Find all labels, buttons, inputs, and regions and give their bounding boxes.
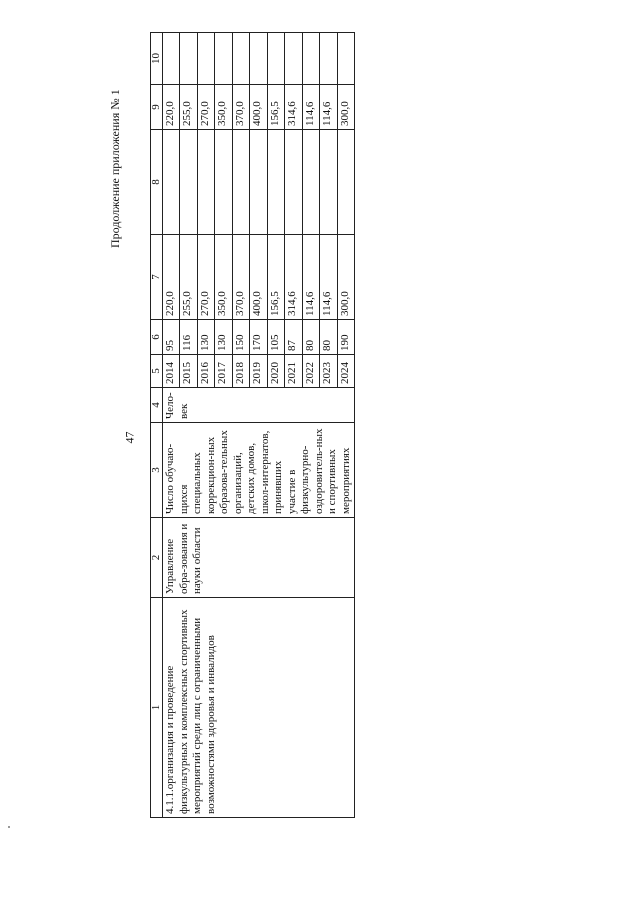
year-cell: 2022 (302, 355, 319, 388)
column-number: 5 (151, 355, 163, 388)
program-table (150, 32, 355, 818)
col6-cell: 114,6 (320, 235, 337, 320)
col6-cell: 370,0 (232, 235, 249, 320)
table-row (163, 33, 180, 818)
col7-cell (267, 130, 284, 235)
col9-cell (302, 33, 319, 85)
col9-cell (337, 33, 354, 85)
col6-cell: 220,0 (163, 235, 180, 320)
year-cell: 2019 (250, 355, 267, 388)
col6-cell: 156,5 (267, 235, 284, 320)
col9-cell (250, 33, 267, 85)
col9-cell (320, 33, 337, 85)
column-number: 7 (151, 235, 163, 320)
column-number-row (151, 33, 163, 818)
value-cell: 80 (320, 320, 337, 355)
year-cell: 2015 (180, 355, 197, 388)
value-cell: 116 (180, 320, 197, 355)
col6-cell: 400,0 (250, 235, 267, 320)
col8-cell: 270,0 (197, 85, 214, 130)
value-cell: 190 (337, 320, 354, 355)
year-cell: 2014 (163, 355, 180, 388)
col8-cell: 255,0 (180, 85, 197, 130)
col6-cell: 350,0 (215, 235, 232, 320)
column-number: 9 (151, 85, 163, 130)
column-number: 2 (151, 518, 163, 598)
col6-cell: 300,0 (337, 235, 354, 320)
appendix-caption: Продолжение приложения № 1 (108, 89, 122, 248)
column-number: 6 (151, 320, 163, 355)
column-number: 4 (151, 388, 163, 423)
col8-cell: 156,5 (267, 85, 284, 130)
col6-cell: 255,0 (180, 235, 197, 320)
col8-cell: 300,0 (337, 85, 354, 130)
value-cell: 170 (250, 320, 267, 355)
indicator-cell: Число обучаю-щихся специальных коррекцион-ных образова-тельных организаций, детских домов, школ-интернатов, принявших участие в физкультурно-оздоровитель-ных и спортивных мероприятиях (163, 423, 355, 518)
value-cell: 150 (232, 320, 249, 355)
value-cell: 87 (285, 320, 302, 355)
col7-cell (180, 130, 197, 235)
year-cell: 2021 (285, 355, 302, 388)
value-cell: 95 (163, 320, 180, 355)
col7-cell (197, 130, 214, 235)
col6-cell: 270,0 (197, 235, 214, 320)
unit-cell: Чело-век (163, 388, 355, 423)
col9-cell (267, 33, 284, 85)
column-number: 10 (151, 33, 163, 85)
value-cell: 80 (302, 320, 319, 355)
col8-cell: 114,6 (302, 85, 319, 130)
col7-cell (285, 130, 302, 235)
col8-cell: 220,0 (163, 85, 180, 130)
col8-cell: 400,0 (250, 85, 267, 130)
col9-cell (232, 33, 249, 85)
col7-cell (250, 130, 267, 235)
col8-cell: 314,6 (285, 85, 302, 130)
year-cell: 2018 (232, 355, 249, 388)
activity-cell: 4.1.1.организация и проведение физкультурных и комплексных спортивных мероприятий среди лиц с ограниченными возможностями здоровья и инвалидов (163, 598, 355, 818)
column-number: 3 (151, 423, 163, 518)
col7-cell (302, 130, 319, 235)
column-number: 1 (151, 598, 163, 818)
col7-cell (337, 130, 354, 235)
col7-cell (320, 130, 337, 235)
col9-cell (180, 33, 197, 85)
col8-cell: 350,0 (215, 85, 232, 130)
col6-cell: 114,6 (302, 235, 319, 320)
year-cell: 2024 (337, 355, 354, 388)
rotated-table-wrapper (150, 33, 570, 818)
page-number: 47 (122, 431, 137, 444)
col8-cell: 114,6 (320, 85, 337, 130)
value-cell: 130 (215, 320, 232, 355)
col8-cell: 370,0 (232, 85, 249, 130)
year-cell: 2017 (215, 355, 232, 388)
col9-cell (285, 33, 302, 85)
col6-cell: 314,6 (285, 235, 302, 320)
col9-cell (215, 33, 232, 85)
value-cell: 130 (197, 320, 214, 355)
executor-cell: Управление обра-зования и науки области (163, 518, 355, 598)
value-cell: 105 (267, 320, 284, 355)
scan-speck (8, 826, 10, 828)
col9-cell (197, 33, 214, 85)
year-cell: 2016 (197, 355, 214, 388)
col7-cell (215, 130, 232, 235)
col7-cell (163, 130, 180, 235)
col7-cell (232, 130, 249, 235)
year-cell: 2020 (267, 355, 284, 388)
col9-cell (163, 33, 180, 85)
year-cell: 2023 (320, 355, 337, 388)
column-number: 8 (151, 130, 163, 235)
